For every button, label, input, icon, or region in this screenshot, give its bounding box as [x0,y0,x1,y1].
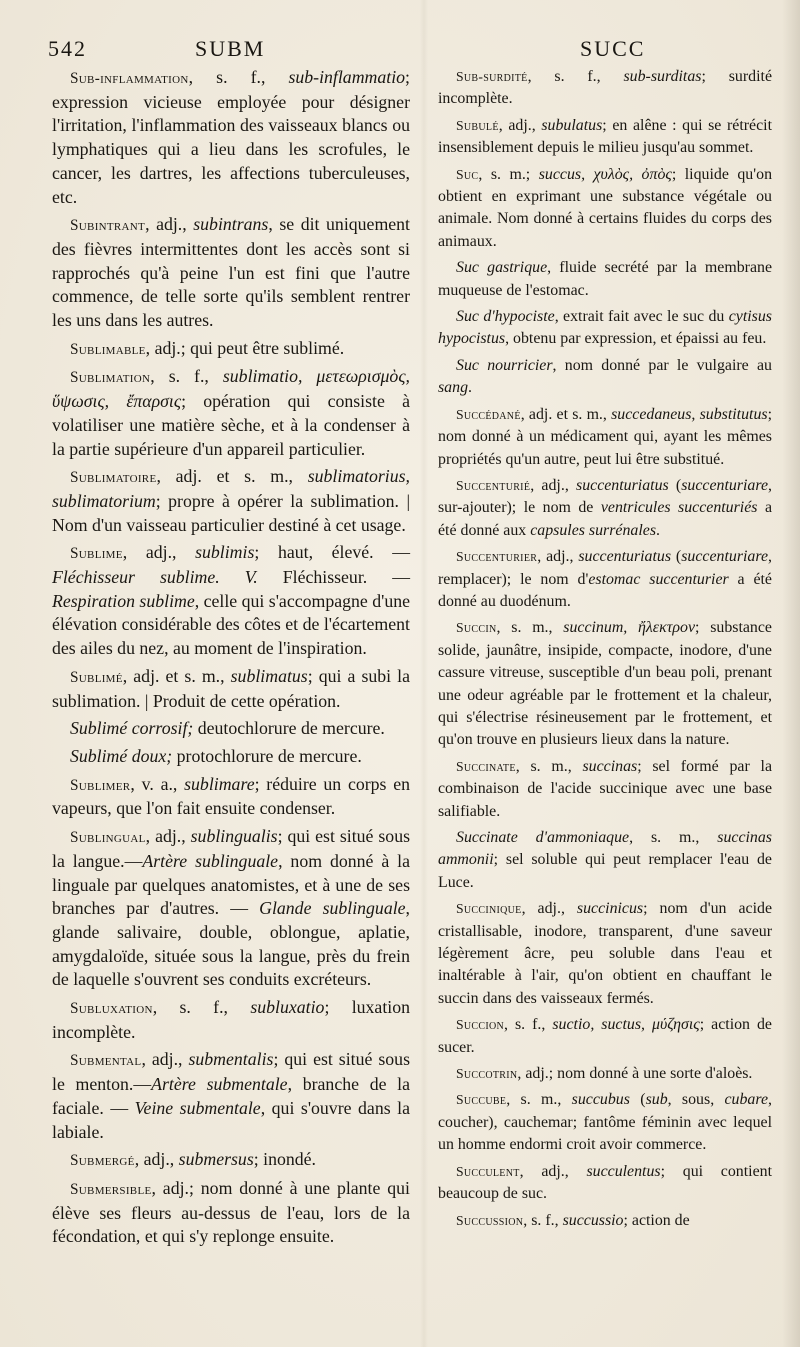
entry-text: ; sel soluble qui peut remplacer l'eau de Luce. [438,851,772,891]
entry-headword: Subulé [456,117,499,133]
dictionary-entry [52,1148,410,1173]
entry-italic-term: Fléchisseur sublime. V. [52,567,258,588]
entry-text: , extrait fait avec le suc du [554,308,729,326]
entry-text: , remplacer); le nom d' [438,548,773,588]
entry-text: , nom donné à la linguale par quelques anatomistes, et à une de ses branches par d'autres. — [52,850,410,919]
dictionary-entry [438,546,772,613]
entry-italic-term: Glande sublinguale [259,898,406,919]
entry-italic-term: Sublimé doux; [70,745,173,766]
entry-text: ; qui a subi la sublimation. | Produit de cette opération. [52,665,410,711]
entry-text: ; inondé. [253,1149,316,1170]
entry-text: , s. f., [504,1016,553,1034]
entry-headword: Succin [456,620,497,636]
entry-text: a été donné au duodénum. [438,570,772,610]
dictionary-entry [438,1161,772,1206]
entry-text: , adj., [141,1049,189,1070]
entry-italic-term: cytisus hypocistus [438,308,772,348]
entry-italic-term: Artère sublinguale [142,850,279,871]
dictionary-entry [438,617,772,751]
entry-text: ; qui contient beaucoup de suc. [438,1162,772,1203]
entry-italic-term: sub-surditas [623,68,702,85]
entry-headword: Submergé [70,1152,135,1170]
entry-italic-term: ventricules succenturiés [600,499,758,517]
dictionary-entry [52,745,410,769]
entry-text: , s. f., [188,67,289,87]
entry-text: ; luxation incomplète. [52,997,410,1042]
entry-italic-term: succinas [582,757,638,775]
entry-text: ; qui est situé sous la langue.— [52,826,411,871]
entry-text: deutochlorure de mercure. [193,718,385,739]
entry-text: , s. f., [523,1211,563,1229]
entry-headword: Sublimatoire [70,469,157,487]
entry-italic-term: succinicus [576,900,644,918]
entry-text: , nom donné par le vulgaire au [552,356,772,374]
entry-text: , sur-ajouter); le nom de [438,476,772,517]
entry-text: , adj., [134,1149,179,1170]
dictionary-entry [52,717,410,741]
entry-italic-term: submentalis [188,1049,274,1070]
entry-headword: Sublingual [70,829,146,847]
entry-text: , adj., [521,900,577,918]
entry-headword: Submersible [70,1180,152,1198]
entry-italic-term: sang [438,379,469,397]
entry-italic-term: succubus [571,1091,630,1109]
entry-text: ; opération qui consiste à volatiliser une matière sèche, et à la condenser à la partie supérieure d'un appareil particulier. [52,391,410,459]
entry-italic-term: succedaneus, substitutus [611,405,768,423]
entry-text: , adj.; nom donné à une plante qui élève ses fleurs au-dessus de l'eau, lors de la fécondation, et qui s'y replonge ensuite. [52,1177,410,1247]
entry-headword: Succussion [456,1212,524,1228]
dictionary-entry [438,1063,772,1085]
entry-text: Fléchisseur. — [257,567,410,588]
entry-text: protochlorure de mercure. [172,745,362,766]
dictionary-entry [52,541,410,661]
entry-italic-term: suctio, suctus, μύζησις [552,1016,700,1034]
entry-text: ; nom donné à un médicament qui, ayant les mêmes propriétés qu'un autre, peut lui être substitué. [438,405,772,468]
entry-headword: Subluxation [70,1000,153,1018]
dictionary-entry [52,1177,410,1249]
entry-text: , adj., [530,476,577,494]
entry-text: , adj. et s. m., [156,466,308,487]
dictionary-entry [52,337,410,362]
entry-text: ; propre à opérer la sublimation. | Nom d'un vaisseau particulier destiné à cet usage. [52,490,410,535]
entry-text: , s. m.; [478,165,539,183]
entry-text: , s. f., [527,68,624,85]
entry-text: , adj., [145,214,194,235]
entry-text: ; réduire un corps en vapeurs, que l'on fait ensuite condenser. [52,773,411,819]
entry-italic-term: capsules surrénales [530,521,657,539]
entry-text: . [468,379,473,397]
dictionary-entry [438,1210,772,1232]
entry-headword: Sublimé [70,668,123,686]
entry-italic-term: Veine submentale [134,1097,261,1118]
entry-italic-term: subintrans [193,214,269,235]
entry-text: a été donné aux [438,499,772,539]
entry-italic-term: succenturiatus [578,548,672,566]
entry-italic-term: sublingualis [190,826,278,847]
entry-text: , v. a., [130,773,185,794]
dictionary-entry [52,825,410,992]
entry-text: , s. m., [506,1091,572,1109]
dictionary-entry [52,996,410,1044]
dictionary-entry [52,66,410,209]
page-edge-shadow [782,0,800,1347]
entry-text: , adj.; nom donné à une sorte d'aloès. [517,1065,753,1083]
entry-text: ; substance solide, jaunâtre, insipide, compacte, inodore, d'une cassure vitreuse, susceptible d'un beau poli, prenant une odeur agréable par le frottement et la chaleur, qui s'électrise résineusement par le frottement, et qu'on trouve en plusieurs lieux dans la nature. [438,619,772,749]
entry-headword: Succube [456,1092,507,1108]
dictionary-entry [438,827,772,894]
entry-text: ; expression vicieuse employée pour désigner l'irritation, l'inflammation des vaisseaux blancs ou lymphatiques qui a lieu dans les scrofules, le cancer, les dartres, les affections tuberculeuses, etc. [52,67,410,207]
dictionary-entry [438,404,772,471]
entry-text: , adj., [145,826,191,847]
entry-text: , glande salivaire, double, oblongue, aplatie, amygdaloïde, située sous la langue, près du frein de laquelle s'ouvrent ses conduits excréteurs. [52,898,410,990]
entry-headword: Succédané [456,406,521,422]
entry-italic-term: Suc d'hypociste [456,308,555,326]
entry-italic-term: sublimatio, μετεωρισμὸς, ὕψωσις, ἔπαρσις [52,366,410,412]
dictionary-entry [438,1089,772,1156]
entry-headword: Sublimer [70,776,131,794]
entry-text: , adj., [122,542,196,563]
entry-text: ; qui est situé sous le menton.— [52,1049,410,1095]
entry-text: ; surdité incomplète. [438,68,772,108]
dictionary-entry [52,1048,410,1144]
entry-italic-term: cubare [724,1091,769,1109]
dictionary-entry [52,365,410,461]
entry-italic-term: sublimare [184,773,255,794]
entry-text: ; haut, élevé. — [254,542,410,563]
entry-headword: Sublimable [70,340,146,358]
page-header [40,36,785,62]
dictionary-entry [438,306,772,351]
entry-italic-term: succulentus [586,1162,661,1180]
entry-italic-term: succinas ammonii [438,829,772,869]
entry-text: , s. m., [629,829,718,846]
entry-text: , qui s'ouvre dans la labiale. [52,1097,410,1142]
entry-headword: Succulent [456,1163,520,1179]
entry-italic-term: submersus [178,1149,254,1170]
dictionary-entry [438,355,772,400]
entry-text: , s. f., [150,366,223,387]
dictionary-entry [52,665,410,713]
entry-text: , s. m., [496,619,564,637]
page-number: 542 [48,36,87,61]
entry-headword: Succinique [456,901,522,917]
entry-text: , branche de la faciale. — [52,1074,411,1118]
left-column [52,66,410,1253]
entry-text: ( [668,476,682,494]
entry-italic-term: succus, χυλὸς, ὀπὸς [538,165,672,183]
entry-text: , adj.; qui peut être sublimé. [145,337,345,358]
dictionary-entry [438,66,772,111]
dictionary-entry [438,756,772,823]
entry-text: , s. m., [515,757,583,775]
entry-text: ( [629,1091,646,1109]
entry-headword: Suc [456,166,479,182]
entry-text: ; nom d'un acide cristallisable, inodore, transparent, d'une saveur légèrement âcre, peu soluble dans l'eau et inaltérable à l'air, qu'on obtient en chauffant le succin dans des vaisseaux fermés. [438,900,772,1007]
entry-headword: Succotrin [456,1066,518,1082]
dictionary-entry [438,257,772,302]
entry-italic-term: succenturiatus [576,476,669,494]
entry-italic-term: succenturiare [681,548,769,566]
entry-italic-term: succussio [562,1211,624,1229]
entry-italic-term: Sublimé corrosif; [70,718,194,739]
entry-text: ; en alêne : qui se rétrécit insensiblement depuis le milieu jusqu'au sommet. [438,116,772,157]
dictionary-entry [52,465,410,537]
entry-italic-term: sublimis [195,542,255,563]
dictionary-entry [438,898,772,1010]
running-head-right: SUCC [580,36,646,61]
entry-italic-term: Artère submentale [151,1074,288,1095]
entry-italic-term: subluxatio [250,997,325,1018]
entry-text: ; action de sucer. [438,1016,772,1056]
entry-headword: Succenturié [456,477,531,493]
dictionary-entry [52,213,410,333]
column-gutter [420,0,428,1347]
entry-headword: Succion [456,1017,505,1033]
entry-text: , adj., [537,548,579,566]
entry-headword: Succinate [456,758,516,774]
entry-text: ; sel formé par la combinaison de l'acide succinique avec une base salifiable. [438,757,772,820]
running-head-left: SUBM [195,36,266,61]
entry-text: , coucher), cauchemar; fantôme féminin avec lequel un homme endormi croit avoir commerce. [438,1091,773,1154]
entry-italic-term: sub [645,1091,668,1109]
entry-italic-term: succinum, ἤλεκτρον [563,619,696,637]
entry-text: , adj. et s. m., [520,405,612,423]
entry-text: , adj., [519,1162,587,1180]
entry-headword: Sub-inflammation [70,70,189,87]
right-column [438,66,772,1236]
entry-italic-term: Respiration sublime [52,590,195,611]
entry-headword: Submental [70,1052,142,1070]
entry-headword: Subintrant [70,217,146,235]
dictionary-entry [52,773,410,821]
entry-text: , se dit uniquement des fièvres intermittentes dont les accès sont si rapprochés qu'à peine l'un est fini que l'autre commence, de telle sorte qu'ils semblent rentrer les uns dans les autres. [52,214,410,331]
entry-italic-term: Suc gastrique [456,259,548,277]
dictionary-entry [438,164,772,254]
entry-text: ( [671,548,682,566]
entry-italic-term: estomac succenturier [588,570,729,588]
entry-italic-term: succenturiare [681,476,769,494]
entry-italic-term: sub-inflammatio [288,67,406,87]
entry-headword: Sublime [70,545,123,563]
entry-text: , obtenu par expression, et épaissi au feu. [505,330,767,348]
entry-text: . [656,521,660,539]
entry-text: , fluide secrété par la membrane muqueuse de l'estomac. [438,259,772,299]
entry-italic-term: subulatus [541,116,603,134]
entry-text: , s. f., [152,997,251,1018]
entry-text: , adj., [498,116,542,134]
entry-text: ; action de [623,1211,690,1229]
dictionary-entry [438,475,772,542]
entry-italic-term: sublimatorius, sublimatorium [52,466,410,511]
entry-text: , sous, [667,1091,725,1109]
entry-italic-term: Suc nourricier [456,356,553,374]
entry-text: , adj. et s. m., [122,665,231,686]
dictionary-entry [438,115,772,160]
entry-italic-term: sublimatus [230,665,308,686]
entry-headword: Sub-surdité [456,69,528,84]
entry-headword: Succenturier [456,549,538,565]
entry-text: , celle qui s'accompagne d'une élévation considérable des côtes et de l'écartement des ailes du nez, au moment de l'inspiration. [52,590,411,659]
entry-text: ; liquide qu'on obtient en exprimant une substance végétale ou animale. Nom donné à certains fluides du corps des animaux. [438,165,773,250]
dictionary-entry [438,1014,772,1059]
entry-headword: Sublimation [70,369,151,387]
entry-italic-term: Succinate d'ammoniaque [456,829,630,846]
